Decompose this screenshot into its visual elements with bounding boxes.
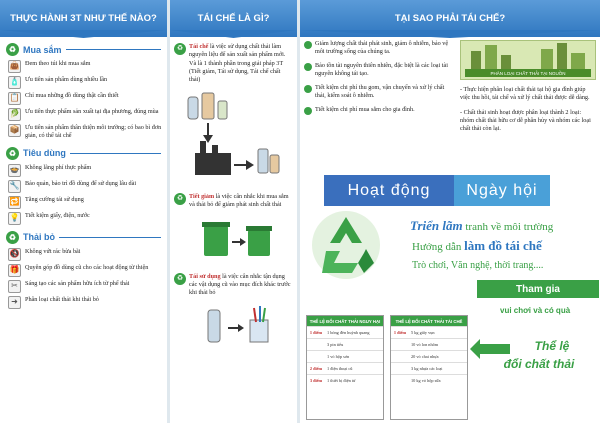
- panel-header: [170, 0, 297, 37]
- tools-icon: 🔧: [8, 180, 21, 193]
- source-separation-block: [460, 40, 596, 134]
- shopping-bag-icon: 👜: [8, 60, 21, 73]
- leaf-icon: [304, 85, 312, 93]
- recycling-process-illustration: [170, 89, 297, 184]
- section-shopping-title: ♻ Mua sắm: [6, 43, 167, 56]
- vegetable-icon: 🥬: [8, 108, 21, 121]
- slogan-guide: Hướng dẫn làm đồ tái chế: [412, 238, 542, 253]
- table-row: 3 kg nhựa các loại: [391, 362, 467, 374]
- list-item: Giảm lượng chất thải phát sinh, giảm ô nhiễm, bảo vệ môi trường sống của chúng ta.: [304, 40, 454, 56]
- section-consume-title: ♻ Tiêu dùng: [6, 147, 167, 160]
- trash-bins-illustration: [170, 214, 297, 264]
- panel-how-to: [0, 0, 167, 423]
- table-row: 3 pin tiểu: [307, 338, 383, 350]
- definition-recycle: ♻ Tái chế là việc sử dụng chất thải làm nguyên liệu để sản xuất sản phẩm mới. Và là 1 thành phần trong giải pháp 3T (Tiết giảm, Tái sử dụng, Tái chế chất thải): [170, 43, 297, 85]
- list-item: ✂ Sáng tạo các sản phẩm hữu ích từ phế thải: [0, 280, 167, 293]
- city-banner: PHÂN LOẠI CHẤT THẢI TẠI NGUỒN: [465, 69, 591, 77]
- source-separation-text-2: - Chất thải sinh hoạt được phân loại thành 2 loại: nhóm chất thải hữu cơ dễ phân hủy và nhóm các loại chất thải còn lại.: [460, 108, 591, 133]
- list-item: 💡 Tiết kiệm giấy, điện, nước: [0, 212, 167, 225]
- table-row: 10 kg vỏ hộp sữa: [391, 374, 467, 386]
- list-item: 📋 Chỉ mua những đồ dùng thật cần thiết: [0, 92, 167, 105]
- reasons-list: [304, 40, 454, 121]
- craft-icon: ✂: [8, 280, 21, 293]
- list-item: ➜ Phân loại chất thải khi thải bỏ: [0, 296, 167, 309]
- source-separation-text-1: - Thực hiện phân loại chất thải tại hộ gia đình giúp việc thu hồi, tái chế và xử lý chất thải được dễ dàng.: [460, 86, 590, 102]
- list-item: 🎁 Quyên góp đồ dùng cũ cho các hoạt động từ thiện: [0, 264, 167, 277]
- list-item: Tiết kiệm chi phí mua sắm cho gia đình.: [304, 106, 454, 115]
- panel-title: THỰC HÀNH 3T NHƯ THẾ NÀO?: [10, 13, 157, 24]
- donate-icon: 🎁: [8, 264, 21, 277]
- list-item: 🥬 Ưu tiên thực phẩm sản xuất tại địa phương, đúng mùa: [0, 108, 167, 121]
- participate-button: Tham gia: [477, 280, 599, 298]
- list-item: 🍲 Không lãng phí thực phẩm: [0, 164, 167, 177]
- list-item: Bảo tồn tài nguyên thiên nhiên, đặc biệt là các loại tài nguyên không tái tạo.: [304, 62, 454, 78]
- list-icon: 📋: [8, 92, 21, 105]
- list-item: 🚯 Không vứt rác bừa bãi: [0, 248, 167, 261]
- food-icon: 🍲: [8, 164, 21, 177]
- list-item: 🔁 Tăng cường tái sử dụng: [0, 196, 167, 209]
- table-row: 10 vỏ lon nhôm: [391, 338, 467, 350]
- poster-recyclable: THỂ LỆ ĐỔI CHẤT THẢI TÁI CHẾ 1 điểm 5 kg giấy vụn 10 vỏ lon nhôm 20 vỏ chai nhựa 3 kg nhựa các loại 10 kg vỏ hộp sữa: [390, 315, 468, 420]
- box-icon: 📦: [8, 124, 21, 137]
- leaf-icon: [304, 63, 312, 71]
- city-illustration: [460, 40, 596, 80]
- definition-reuse: ♻ Tái sử dụng là việc cân nhắc tận dụng các vật dụng cũ vào mục đích khác trước khi thải bỏ: [170, 273, 297, 298]
- table-row: 2 điểm 1 điện thoại cũ: [307, 362, 383, 374]
- recycle-icon: ♻: [174, 273, 186, 285]
- banner-activity: Hoạt động: [324, 175, 454, 206]
- list-item: 🔧 Bảo quản, bảo trì đồ dùng để sử dụng lâu dài: [0, 180, 167, 193]
- section-dispose-title: ♻ Thải bỏ: [6, 231, 167, 244]
- reuse-bottle-illustration: [170, 302, 297, 347]
- table-row: 1 vỏ hộp sơn: [307, 350, 383, 362]
- event-banner: [324, 175, 550, 206]
- panel-what-is-recycling: [170, 0, 297, 423]
- poster-hazardous: THỂ LỆ ĐỔI CHẤT THẢI NGUY HẠI 1 điểm 1 bóng đèn huỳnh quang 3 pin tiểu 1 vỏ hộp sơn 2 điểm 1 điện thoại cũ 3 điểm 1 thiết bị điện tử: [306, 315, 384, 420]
- list-item: 🧴 Ưu tiên sản phẩm dùng nhiều lần: [0, 76, 167, 89]
- bottle-icon: 🧴: [8, 76, 21, 89]
- leaf-icon: [304, 107, 312, 115]
- leaf-icon: [304, 41, 312, 49]
- panel-header: [0, 0, 167, 37]
- list-item: Tiết kiệm chi phí thu gom, vận chuyển và xử lý chất thải, kiểm soát ô nhiễm.: [304, 84, 454, 100]
- list-item: 👜 Đem theo túi khi mua sắm: [0, 60, 167, 73]
- list-item: 📦 Ưu tiên sản phẩm thân thiện môi trường; có bao bì đơn giản, có thể tái chế: [9, 124, 162, 140]
- panel-title: TÁI CHẾ LÀ GÌ?: [197, 13, 270, 24]
- panel-header: [300, 0, 600, 37]
- panel-why-recycle: [300, 0, 600, 423]
- recycle-icon: ♻: [6, 147, 19, 160]
- reuse-icon: 🔁: [8, 196, 21, 209]
- table-row: 20 vỏ chai nhựa: [391, 350, 467, 362]
- bulb-icon: 💡: [8, 212, 21, 225]
- panel-title: TẠI SAO PHẢI TÁI CHẾ?: [394, 13, 506, 24]
- recycle-icon: ♻: [6, 43, 19, 56]
- definition-reduce: ♻ Tiết giảm là việc cân nhắc khi mua sắm và thải bỏ để giảm phát sinh chất thải: [170, 193, 297, 210]
- participate-subtext: vui chơi và có quà: [500, 306, 571, 315]
- arrow-icon: ➜: [8, 296, 21, 309]
- slogan-games: Trò chơi, Văn nghệ, thời trang....: [412, 260, 544, 271]
- exchange-rules-heading: Thể lệ đổi chất thải: [503, 339, 575, 371]
- recycle-icon: ♻: [174, 193, 186, 205]
- table-row: 1 điểm 5 kg giấy vụn: [391, 326, 467, 338]
- recycle-icon: ♻: [174, 43, 186, 55]
- slogan-exhibition: Triển lãm tranh về môi trường: [410, 218, 554, 233]
- no-litter-icon: 🚯: [8, 248, 21, 261]
- banner-festival: Ngày hội: [454, 175, 550, 206]
- recycle-icon: ♻: [6, 231, 19, 244]
- recycle-logo: [306, 205, 386, 285]
- table-row: 3 điểm 1 thiết bị điện tử: [307, 374, 383, 386]
- table-row: 1 điểm 1 bóng đèn huỳnh quang: [307, 326, 383, 338]
